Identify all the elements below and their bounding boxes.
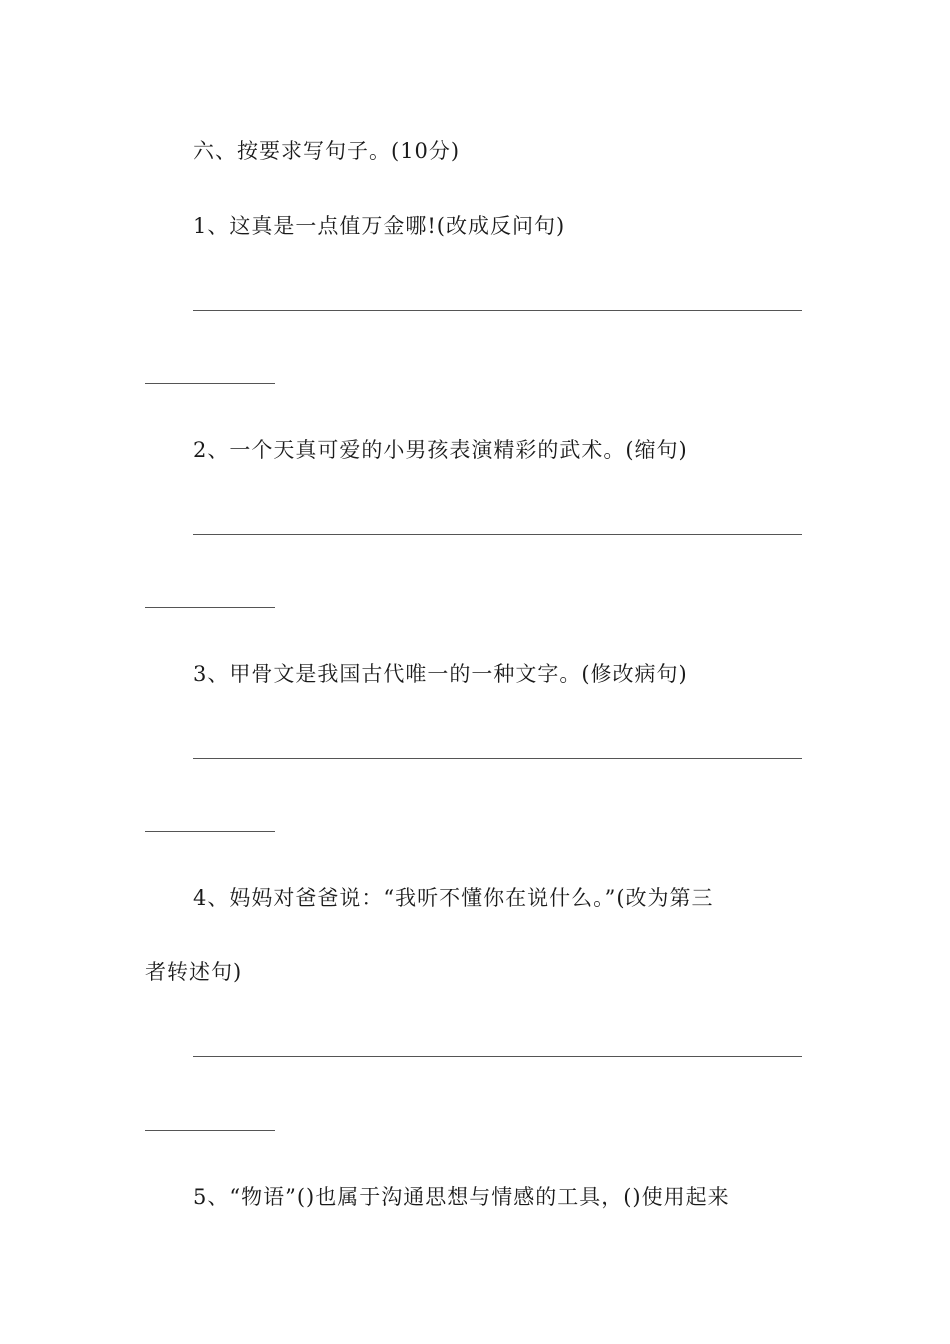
section-heading: 六、按要求写句子。(10分) xyxy=(193,139,461,163)
question-2-text: 2、一个天真可爱的小男孩表演精彩的武术。(缩句) xyxy=(193,438,688,462)
question-4-text-cont: 者转述句) xyxy=(145,960,243,984)
question-5-text: 5、“物语”()也属于沟通思想与情感的工具，()使用起来 xyxy=(193,1185,730,1209)
answer-line-1-cont[interactable] xyxy=(145,383,275,384)
question-3-text: 3、甲骨文是我国古代唯一的一种文字。(修改病句) xyxy=(193,662,688,686)
question-1-text: 1、这真是一点值万金哪!(改成反问句) xyxy=(193,214,566,238)
answer-line-3[interactable] xyxy=(193,758,802,759)
answer-line-2-cont[interactable] xyxy=(145,607,275,608)
answer-line-4-cont[interactable] xyxy=(145,1130,275,1131)
answer-line-2[interactable] xyxy=(193,534,802,535)
answer-line-3-cont[interactable] xyxy=(145,831,275,832)
answer-line-1[interactable] xyxy=(193,310,802,311)
question-4-text: 4、妈妈对爸爸说：“我听不懂你在说什么。”(改为第三 xyxy=(193,886,714,910)
answer-line-4[interactable] xyxy=(193,1056,802,1057)
